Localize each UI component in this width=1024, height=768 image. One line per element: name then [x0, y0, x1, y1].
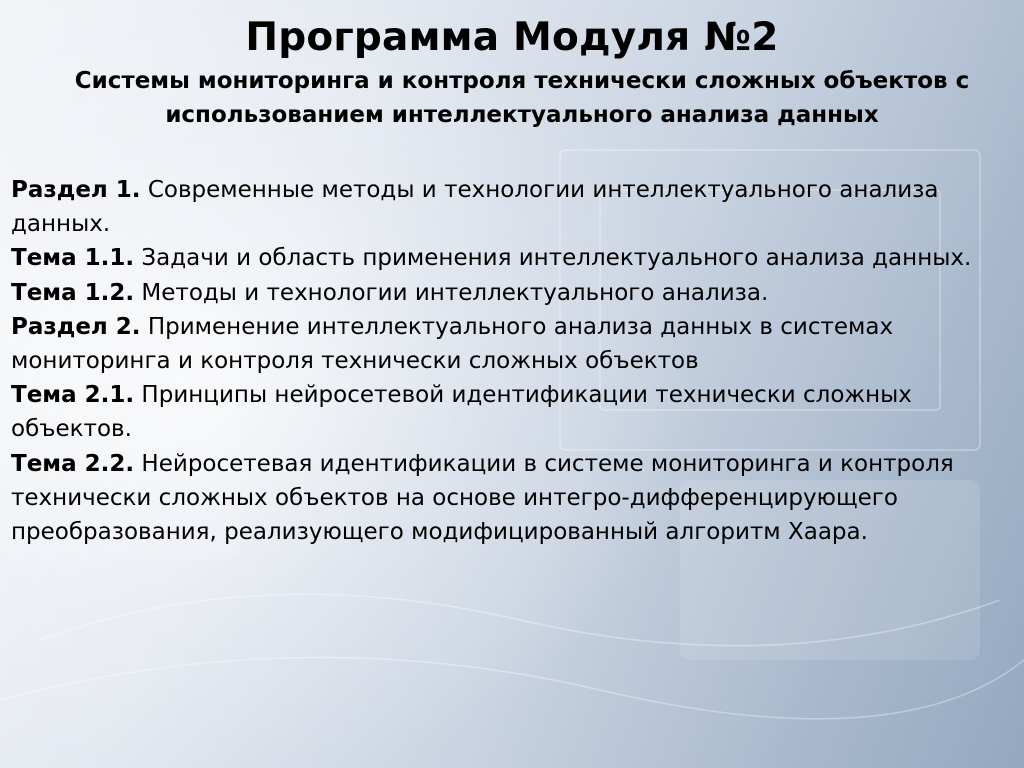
outline-item-section-2 — [11, 310, 1016, 378]
item-label: Тема 1.1. — [11, 245, 135, 272]
item-label: Тема 2.2. — [11, 450, 135, 477]
item-label: Раздел 2. — [11, 313, 141, 340]
outline-item-topic-1-2 — [11, 276, 1016, 310]
program-outline — [11, 173, 1016, 549]
outline-item-topic-2-2 — [11, 447, 1016, 550]
item-text: Принципы нейросетевой идентификации технически сложных объектов. — [11, 382, 912, 443]
item-label: Тема 1.2. — [11, 279, 135, 306]
item-label: Раздел 1. — [11, 177, 141, 203]
item-text: Методы и технологии интеллектуального анализа. — [141, 279, 769, 306]
outline-item-topic-2-1 — [11, 378, 1016, 446]
item-label: Тема 2.1. — [11, 382, 135, 409]
slide-title: Программа Модуля №2 — [245, 15, 779, 60]
slide-subtitle: Системы мониторинга и контроля технически сложных объектов с использованием интеллектуального анализа данных — [74, 68, 970, 128]
outline-item-topic-1-1 — [11, 241, 1016, 275]
outline-item-section-1 — [11, 173, 1016, 241]
item-text: Применение интеллектуального анализа данных в системах мониторинга и контроля технически сложных объектов — [11, 313, 894, 375]
item-text: Современные методы и технологии интеллектуального анализа данных. — [11, 177, 939, 238]
item-text: Задачи и область применения интеллектуального анализа данных. — [141, 245, 972, 272]
item-text: Нейросетевая идентификации в системе мониторинга и контроля технически сложных объектов на основе интегро-дифференцирующего преобразования, реализующего модифицированный алгоритм Хаара. — [11, 450, 954, 546]
